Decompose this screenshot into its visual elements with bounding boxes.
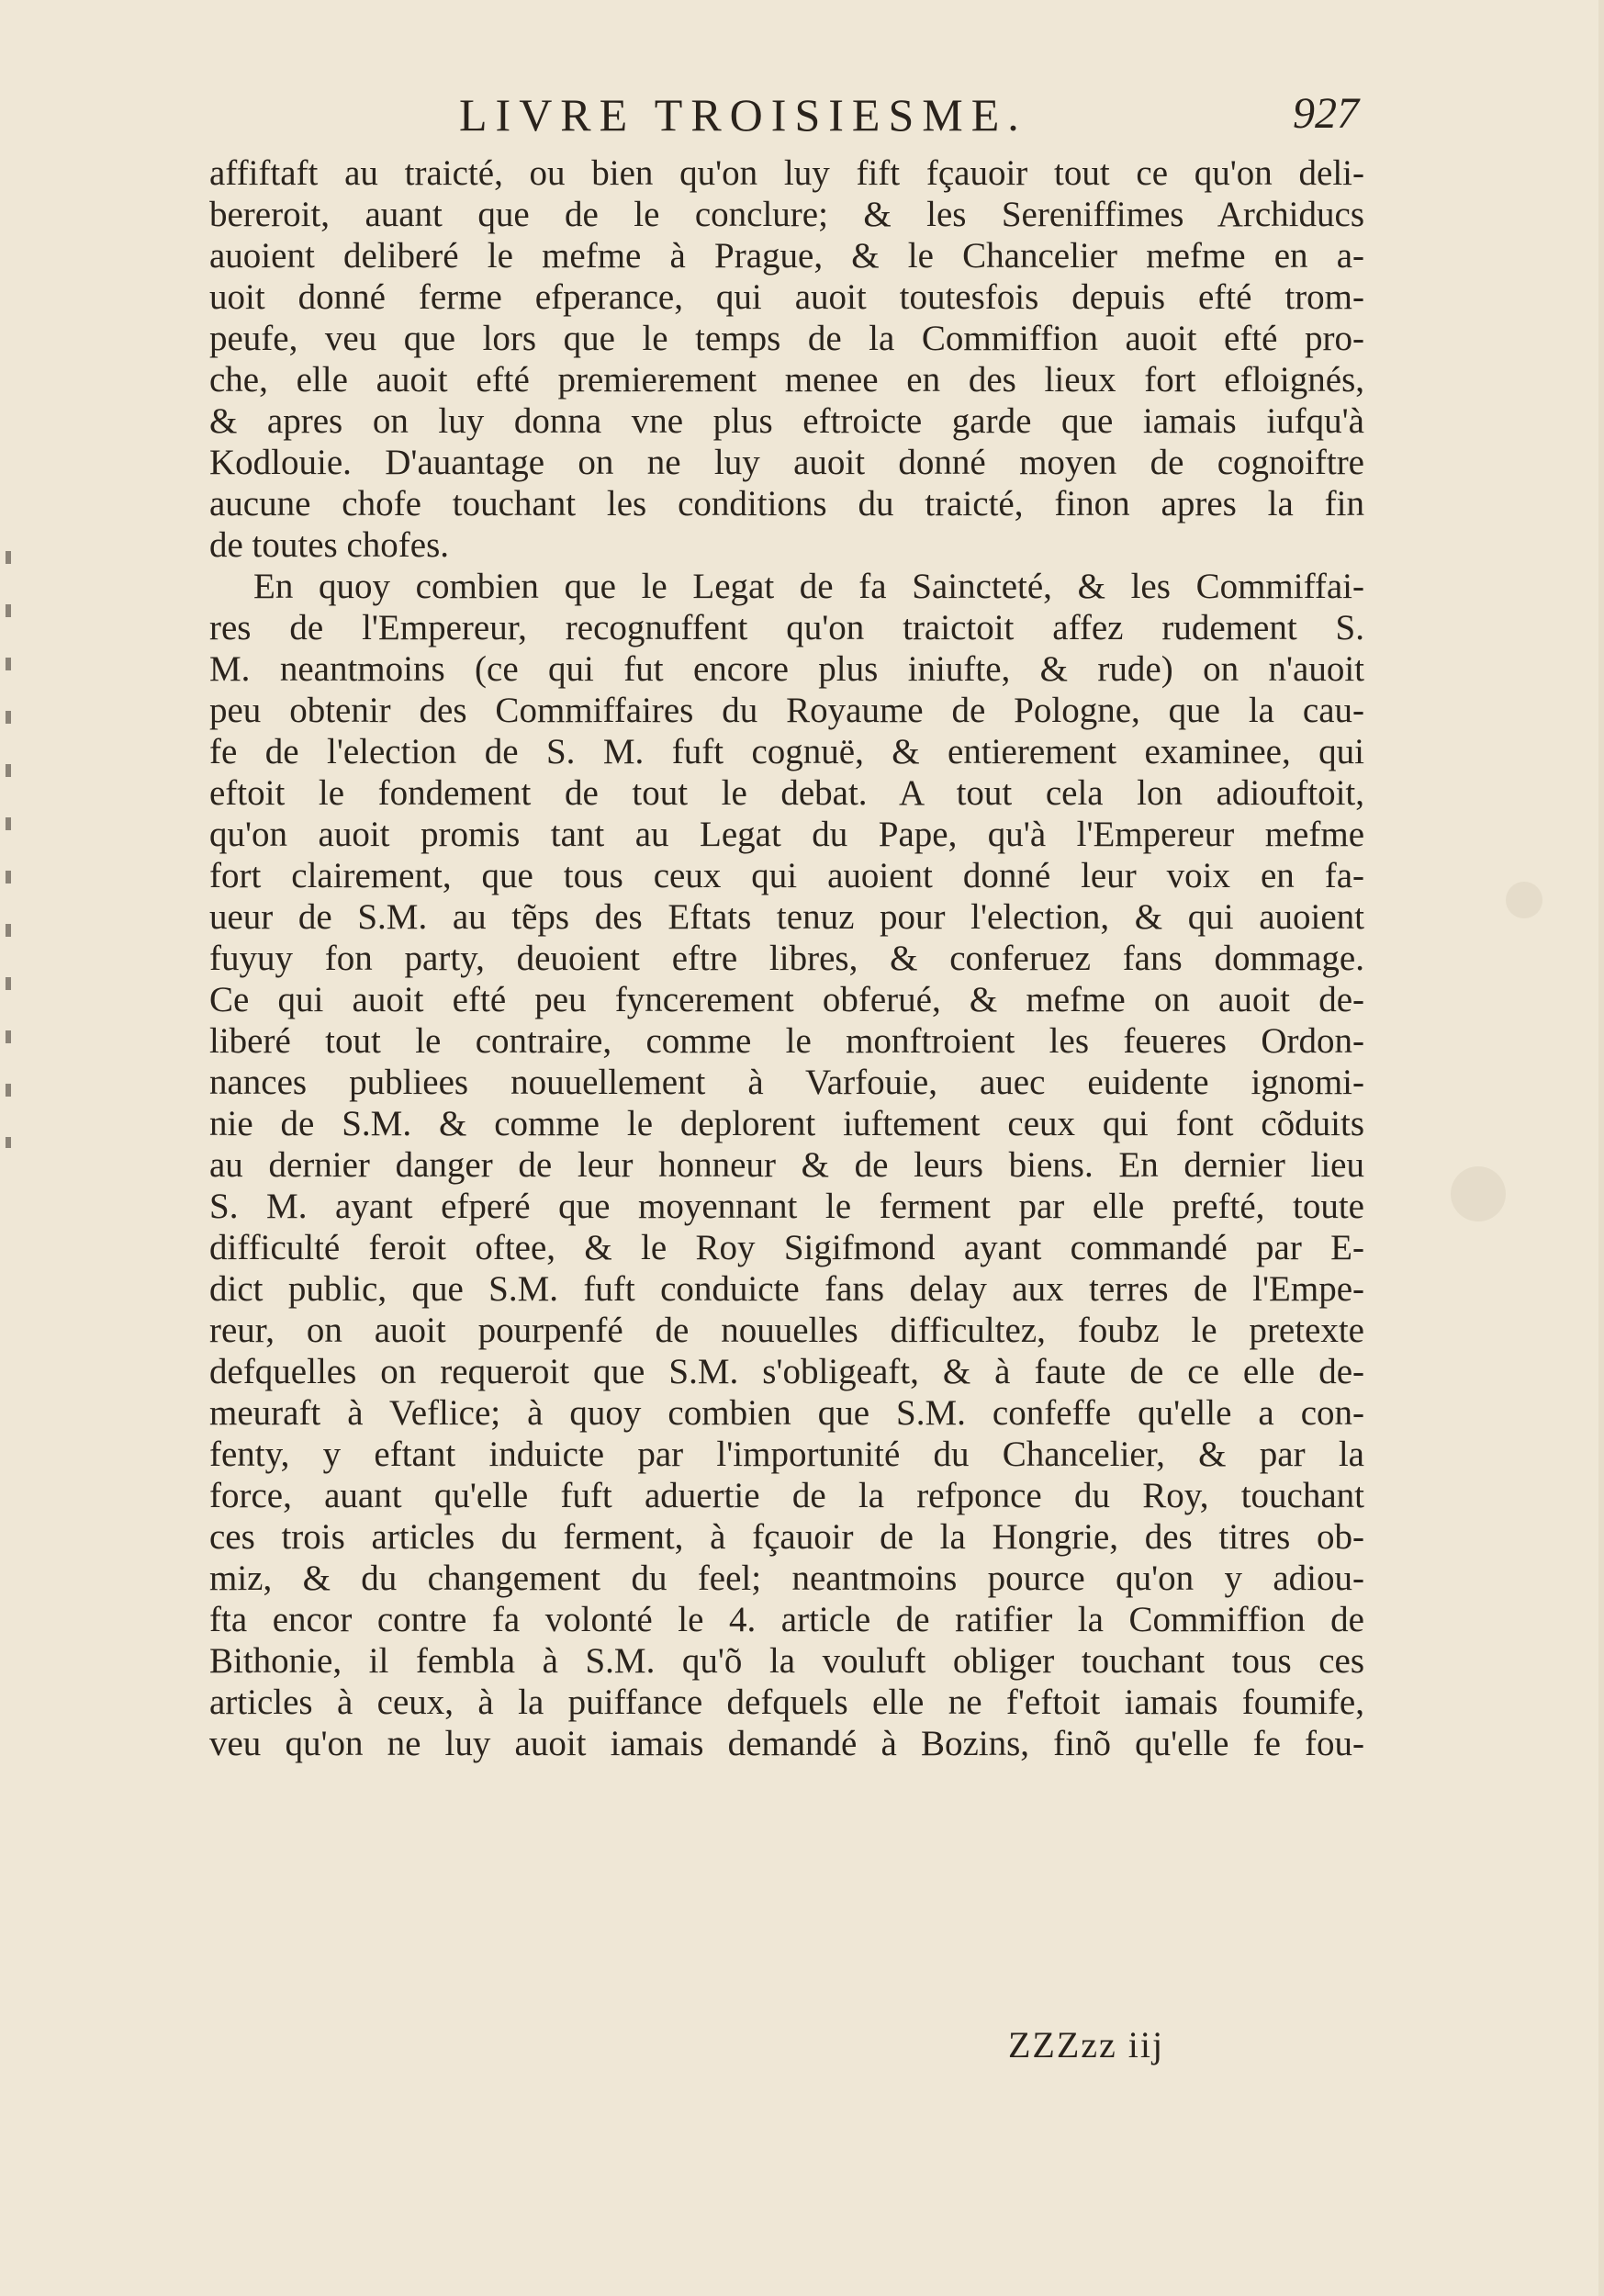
text-line: fe de l'election de S. M. fuft cognuë, & entierement examinee, qui xyxy=(209,732,1364,771)
text-line: affiftaft au traicté, ou bien qu'on luy fift fçauoir tout ce qu'on deli- xyxy=(209,153,1364,193)
text-line: peufe, veu que lors que le temps de la Commiffion auoit efté pro- xyxy=(209,319,1364,358)
text-line: liberé tout le contraire, comme le monftroient les feueres Ordon- xyxy=(209,1021,1364,1061)
text-line: de toutes chofes. xyxy=(209,525,450,565)
text-line: fta encor contre fa volonté le 4. article de ratifier la Commiffion de xyxy=(209,1600,1364,1639)
text-line: force, auant qu'elle fuft aduertie de la refponce du Roy, touchant xyxy=(209,1476,1364,1515)
text-line: nances publiees nouuellement à Varfouie, auec euidente ignomi- xyxy=(209,1063,1364,1102)
text-line: ces trois articles du ferment, à fçauoir de la Hongrie, des titres ob- xyxy=(209,1517,1364,1557)
text-line: fuyuy fon party, deuoient eftre libres, & conferuez fans dommage. xyxy=(209,939,1364,978)
text-line: dict public, que S.M. fuft conduicte fans delay aux terres de l'Empe- xyxy=(209,1269,1364,1309)
text-line: au dernier danger de leur honneur & de leurs biens. En dernier lieu xyxy=(209,1145,1364,1185)
paper-stain xyxy=(1451,1166,1506,1221)
text-line: veu qu'on ne luy auoit iamais demandé à Bozins, finõ qu'elle fe fou- xyxy=(209,1724,1364,1763)
text-line: che, elle auoit efté premierement menee en des lieux fort efloignés, xyxy=(209,360,1364,400)
text-line: En quoy combien que le Legat de fa Saincteté, & les Commiffai- xyxy=(253,567,1364,606)
text-line: Bithonie, il fembla à S.M. qu'õ la vouluft obliger touchant tous ces xyxy=(209,1641,1364,1681)
text-line: nie de S.M. & comme le deplorent iuftement ceux qui font cõduits xyxy=(209,1104,1364,1143)
text-line: S. M. ayant efperé que moyennant le ferment par elle prefté, toute xyxy=(209,1187,1364,1226)
text-line: & apres on luy donna vne plus eftroicte garde que iamais iufqu'à xyxy=(209,401,1364,441)
text-line: meuraft à Veflice; à quoy combien que S.M. confeffe qu'elle a con- xyxy=(209,1393,1364,1433)
text-line: aucune chofe touchant les conditions du traicté, finon apres la fin xyxy=(209,484,1364,523)
page-header xyxy=(459,88,1359,152)
text-line: difficulté feroit oftee, & le Roy Sigifmond ayant commandé par E- xyxy=(209,1228,1364,1267)
text-line: Ce qui auoit efté peu fyncerement obferué, & mefme on auoit de- xyxy=(209,980,1364,1019)
paper-stain xyxy=(1506,882,1542,918)
text-line: uoit donné ferme efperance, qui auoit toutesfois depuis efté trom- xyxy=(209,277,1364,317)
text-line: fenty, y eftant induicte par l'importunité du Chancelier, & par la xyxy=(209,1435,1364,1474)
text-line: eftoit le fondement de tout le debat. A tout cela lon adiouftoit, xyxy=(209,773,1364,813)
text-line: articles à ceux, à la puiffance defquels elle ne f'eftoit iamais foumife, xyxy=(209,1683,1364,1722)
binding-marks xyxy=(6,551,11,1148)
signature-mark: ZZZzz iij xyxy=(1008,2024,1165,2065)
text-line: miz, & du changement du feel; neantmoins pource qu'on y adiou- xyxy=(209,1559,1364,1598)
text-line: defquelles on requeroit que S.M. s'obligeaft, & à faute de ce elle de- xyxy=(209,1352,1364,1391)
body-text xyxy=(209,152,1364,1764)
text-line: qu'on auoit promis tant au Legat du Pape, qu'à l'Empereur mefme xyxy=(209,815,1364,854)
text-line: bereroit, auant que de le conclure; & les Sereniffimes Archiducs xyxy=(209,195,1364,234)
text-line: reur, on auoit pourpenfé de nouuelles difficultez, foubz le pretexte xyxy=(209,1311,1364,1350)
scan-edge xyxy=(1598,0,1604,2296)
page-number: 927 xyxy=(1293,89,1359,138)
text-line: peu obtenir des Commiffaires du Royaume de Pologne, que la cau- xyxy=(209,691,1364,730)
running-title: LIVRE TROISIESME. xyxy=(459,89,1027,141)
text-line: fort clairement, que tous ceux qui auoient donné leur voix en fa- xyxy=(209,856,1364,895)
text-line: auoient deliberé le mefme à Prague, & le Chancelier mefme en a- xyxy=(209,236,1364,276)
text-line: ueur de S.M. au tẽps des Eftats tenuz pour l'election, & qui auoient xyxy=(209,897,1364,937)
text-line: res de l'Empereur, recognuffent qu'on traictoit affez rudement S. xyxy=(209,608,1364,647)
text-line: M. neantmoins (ce qui fut encore plus iniufte, & rude) on n'auoit xyxy=(209,649,1364,689)
text-line: Kodlouie. D'auantage on ne luy auoit donné moyen de cognoiftre xyxy=(209,443,1364,482)
